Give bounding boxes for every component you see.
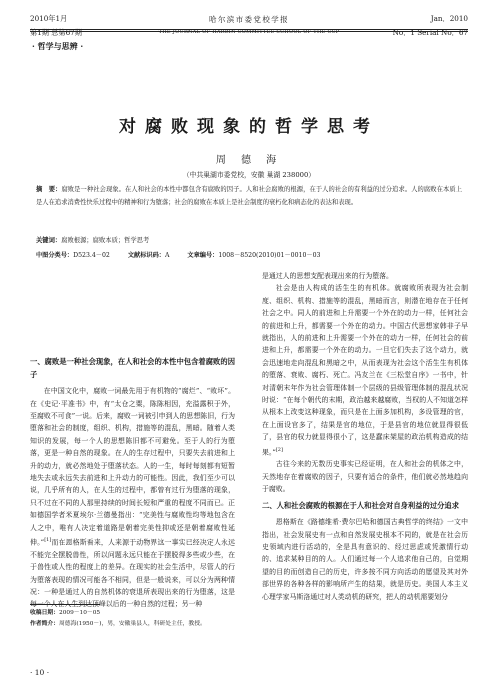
body-paragraph: 是通过人的思想支配表现出来的行为堕落。 bbox=[262, 272, 393, 280]
clc-label: 中图分类号： bbox=[36, 252, 74, 259]
running-header bbox=[30, 10, 468, 44]
journal-title-cn: 哈尔滨市委党校学报 bbox=[208, 15, 290, 24]
article-title: 对腐败现象的哲学思考 bbox=[119, 117, 379, 137]
section-heading-1: 一、腐败是一种社会现象，在人和社会的本性中包含着腐败的因子 bbox=[30, 357, 235, 379]
right-column bbox=[262, 270, 468, 603]
paragraph-text: 社会是由人构成的活生生的有机体。就腐败所表现为社会制度、组织、机构、措施等的混乱，黑暗而言，则潜在地存在于任何社会之中。同人的前进和上升需要一个外在的动力一样，任何社会的前进和上升，都需要一个外在的动力。中国古代思想家韩非子早就指出，人的前进和上升需要一个外在的动力一样，任何社会的前进和上升，都需要一个外在的动力。一旦它们失去了这个动力，就会迅速地走向混乱和黑暗之中，从而表现为社会这个活生生有机体的堕落、衰败、腐朽、死亡。冯友兰在《三松堂自序》一书中，针对清朝末年作为社会管理体制一个层级的县级管理体制的混乱状况时说：“在每个朝代的末期，政治越来越腐败，当权的人不知道怎样从根本上改变这种现象，而只是在上面多加机构，多设管理的官，在上面设官多了，结果是官的地位，于是县官的地位就显得很低了，县官的权力就显得很小了，这是蠢床架屋的政治机构造成的结果。” bbox=[262, 284, 468, 456]
header-rule-thin bbox=[30, 29, 468, 30]
footnote-rule bbox=[30, 604, 100, 605]
left-column bbox=[30, 270, 235, 611]
keywords-label: 关键词： bbox=[36, 237, 62, 244]
clc-value: D523.4－02 bbox=[73, 252, 110, 259]
author-affiliation: （中共巢湖市委党校，安徽 巢湖 238000） bbox=[182, 171, 316, 179]
abstract-text: 腐败是一种社会现象。在人和社会的本性中都包含有腐败的因子。人和社会腐败的根源，在于人的社会的有利益的过分追求。人的腐败在本质上是人在追求消费性快乐过程中的精神和行为堕落；社会的腐败在本质上是社会制度的衰朽化和病态化的表达和表现。 bbox=[36, 186, 463, 206]
journal-title-en: THE JOURNAL OF HARBIN COMMITTEE SCHOOL OF THE CCP bbox=[158, 29, 340, 35]
section-tag: · 哲学与思辨 · bbox=[32, 41, 84, 51]
section-heading-2: 二、人和社会腐败的根源在于人和社会对自身利益的过分追求 bbox=[262, 500, 460, 510]
header-rule-thick bbox=[30, 31, 468, 32]
keywords-text: 腐败根源；腐败本质；哲学思考 bbox=[61, 237, 150, 244]
body-paragraph bbox=[262, 282, 468, 458]
header-issue-en: No．1 Serial No．67 bbox=[392, 28, 468, 37]
citation-2: [2] bbox=[275, 446, 283, 453]
header-date-en: Jan．2010 bbox=[430, 14, 468, 23]
footnote bbox=[30, 608, 235, 630]
paragraph-text: 在中国文化中，腐败一词最先用于有机物的“腐烂”、“败坏”。在《史记·平准书》中，有“太仓之粟，陈陈相因，充溢露积于外，至腐败不可食”一说。后来，腐败一词被引申到人的思想陈旧，行为堕落和社会的制度，组织、机构，措施等的混乱，黑暗。随着人类知识的发展，每一个人的思想陈旧都不可避免。至于人的行为堕落，更是一种自然的现象。在人的生存过程中，只要失去前进和上升的动力，就必然地处于堕落状态。人的一生，每时每刻都有短暂地失去或永远失去前进和上升动力的可能性。因此，我们至少可以说，几乎所有的人，在人生的过程中，都曾有过行为堕落的现象，只不过在不同的人那里持续的时间长短和严重的程度不同而已。正如德国学者米夏埃尔·兰德曼指出：“完美性与腐败性均等地包含在人之中，唯有人决定着道路是朝着完美性抑或还是朝着腐败性延伸。” bbox=[30, 387, 235, 547]
body-paragraph bbox=[30, 385, 235, 611]
author-bio-label: 作者简介： bbox=[30, 621, 59, 627]
received-label: 收稿日期： bbox=[30, 610, 59, 616]
doc-code-value: A bbox=[164, 252, 170, 259]
paragraph-text-cont: 而在恩格斯看来，人来源于动物界这一事实已经决定人永远不能完全摆脱兽性，所以问题永远只能在于摆脱得多些或少些，在于兽性或人性的程度上的差异。在现实的社会生活中，尽管人的行为堕落表现的情况可能各不相同，但是一般说来，可以分为两种情况：一种是通过人的自然机体的衰退所表现出来的行为堕落，这是每一个人在人生到达顶峰以后的一种自然的过程；另一种 bbox=[30, 538, 235, 609]
author-name: 周 德 海 bbox=[215, 155, 283, 166]
page-number: · 10 · bbox=[30, 668, 50, 677]
received-date: 2009－10－05 bbox=[59, 610, 101, 616]
abstract-label: 摘 要： bbox=[36, 186, 62, 193]
article-number-value: 1008－8520(2010)01－0010－03 bbox=[218, 252, 321, 259]
abstract bbox=[36, 184, 462, 210]
article-number-label: 文章编号： bbox=[187, 252, 219, 259]
article-meta bbox=[36, 250, 462, 259]
body-paragraph: 恩格斯在《路德维希·费尔巴哈和德国古典哲学的终结》一文中指出，社会发展史有一点和自然发展史根本不同的，就是在社会历史领域内进行活动的，全是具有意识的、经过思虑或凭激情行动的、追求某种目的的人。人们通过每一个人追求他自己的，自觉期望的目的而创造自己的历史，许多按不同方向活动的愿望及其对外部世界的各种各样的影响所产生的结果，就是历史。美国人本主义心理学家马斯洛通过对人类动机的研究，把人的动机需要划分 bbox=[262, 518, 468, 601]
header-date: 2010年1月 bbox=[30, 14, 68, 23]
body-paragraph: 古往今来的无数历史事实已经证明，在人和社会的机体之中，天然地存在着腐败的因子，只要有适合的条件，他们就必然地趋向于腐败。 bbox=[262, 460, 468, 494]
citation-1: [1] bbox=[44, 537, 52, 544]
keywords bbox=[36, 235, 462, 244]
author-bio: 周德海(1950－)，男，安徽巢县人，科研处主任，教授。 bbox=[59, 621, 206, 627]
doc-code-label: 文献标识码： bbox=[127, 252, 165, 259]
header-volume: 第1期 总第67期 bbox=[30, 28, 82, 37]
